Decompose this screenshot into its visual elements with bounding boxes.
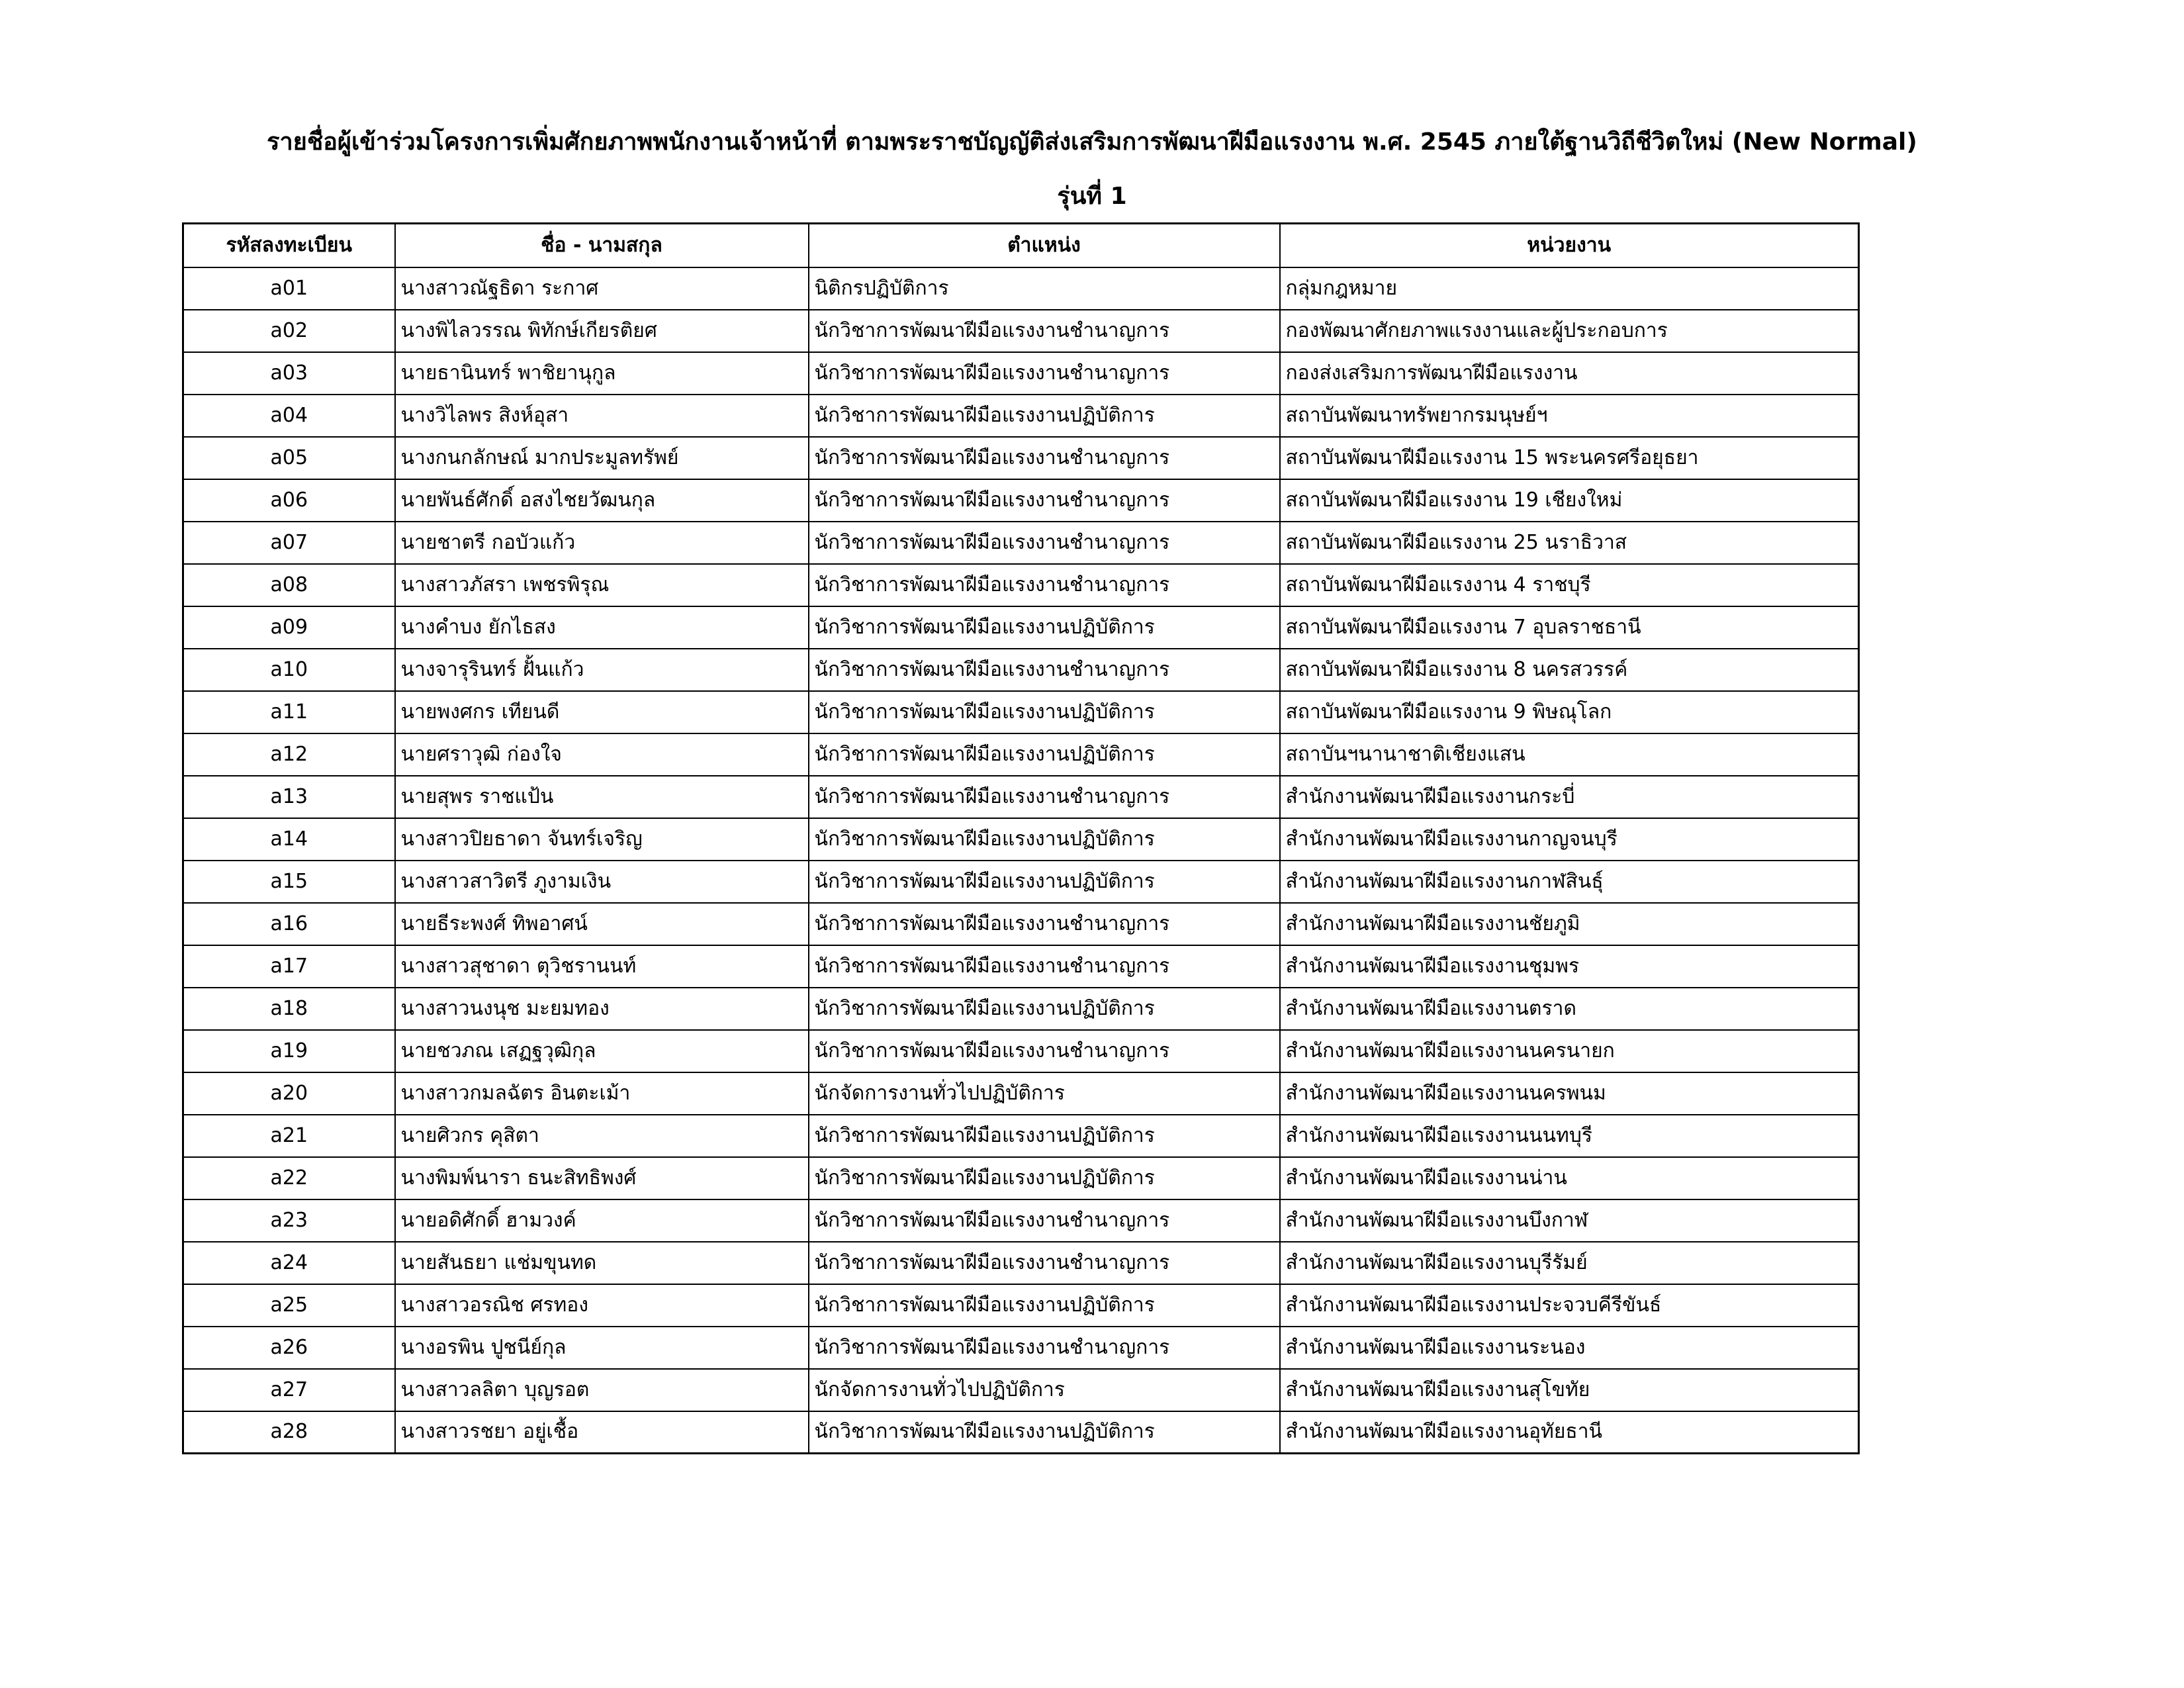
header-agency: หน่วยงาน [1280,224,1859,267]
cell-agency: สำนักงานพัฒนาฝีมือแรงงานกระบี่ [1280,776,1859,818]
cell-full-name: นายสันธยา แช่มขุนทด [395,1242,809,1284]
header-registration-code: รหัสลงทะเบียน [183,224,395,267]
cell-full-name: นางสาวณัฐธิดา ระกาศ [395,267,809,310]
cell-position: นักจัดการงานทั่วไปปฏิบัติการ [809,1369,1280,1411]
cell-agency: สถาบันพัฒนาฝีมือแรงงาน 4 ราชบุรี [1280,564,1859,606]
cell-position: นักวิชาการพัฒนาฝีมือแรงงานปฏิบัติการ [809,818,1280,861]
cell-position: นักวิชาการพัฒนาฝีมือแรงงานชำนาญการ [809,649,1280,691]
cell-registration-code: a09 [183,606,395,649]
table-row [183,352,1859,395]
cell-registration-code: a27 [183,1369,395,1411]
cell-position: นักวิชาการพัฒนาฝีมือแรงงานปฏิบัติการ [809,395,1280,437]
table-row [183,1242,1859,1284]
cell-position: นักจัดการงานทั่วไปปฏิบัติการ [809,1072,1280,1115]
cell-registration-code: a12 [183,733,395,776]
cell-position: นักวิชาการพัฒนาฝีมือแรงงานชำนาญการ [809,522,1280,564]
cell-agency: สำนักงานพัฒนาฝีมือแรงงานนครนายก [1280,1030,1859,1072]
cell-full-name: นายชวภณ เสฏฐวุฒิกุล [395,1030,809,1072]
cell-position: นักวิชาการพัฒนาฝีมือแรงงานปฏิบัติการ [809,1411,1280,1454]
table-row [183,1115,1859,1157]
cell-agency: กองส่งเสริมการพัฒนาฝีมือแรงงาน [1280,352,1859,395]
cell-full-name: นางคำบง ยักไธสง [395,606,809,649]
cell-position: นักวิชาการพัฒนาฝีมือแรงงานชำนาญการ [809,945,1280,988]
cell-agency: สำนักงานพัฒนาฝีมือแรงงานกาฬสินธุ์ [1280,861,1859,903]
cell-position: นักวิชาการพัฒนาฝีมือแรงงานชำนาญการ [809,479,1280,522]
table-row [183,267,1859,310]
cell-agency: สถาบันพัฒนาทรัพยากรมนุษย์ฯ [1280,395,1859,437]
table-row [183,479,1859,522]
cell-agency: สำนักงานพัฒนาฝีมือแรงงานกาญจนบุรี [1280,818,1859,861]
cell-full-name: นายพงศกร เทียนดี [395,691,809,733]
cell-agency: สถาบันพัฒนาฝีมือแรงงาน 15 พระนครศรีอยุธยา [1280,437,1859,479]
table-row [183,733,1859,776]
cell-full-name: นายธีระพงศ์ ทิพอาศน์ [395,903,809,945]
cell-position: นักวิชาการพัฒนาฝีมือแรงงานชำนาญการ [809,352,1280,395]
table-row [183,310,1859,352]
cell-agency: สถาบันพัฒนาฝีมือแรงงาน 25 นราธิวาส [1280,522,1859,564]
cell-full-name: นายชาตรี กอบัวแก้ว [395,522,809,564]
cell-registration-code: a02 [183,310,395,352]
cell-agency: สำนักงานพัฒนาฝีมือแรงงานชุมพร [1280,945,1859,988]
table-header [183,224,1859,267]
table-row [183,818,1859,861]
document-title: รายชื่อผู้เข้าร่วมโครงการเพิ่มศักยภาพพนักงานเจ้าหน้าที่ ตามพระราชบัญญัติส่งเสริมการพัฒนาฝีมือแรงงาน พ.ศ. 2545 ภายใต้ฐานวิถีชีวิตใหม่ (New Normal) [267,128,1917,156]
cell-position: นักวิชาการพัฒนาฝีมือแรงงานชำนาญการ [809,1199,1280,1242]
table-row [183,1199,1859,1242]
table-row [183,988,1859,1030]
cell-registration-code: a15 [183,861,395,903]
cell-full-name: นายศราวุฒิ ก่องใจ [395,733,809,776]
cell-registration-code: a08 [183,564,395,606]
cell-full-name: นางกนกลักษณ์ มากประมูลทรัพย์ [395,437,809,479]
cell-agency: กลุ่มกฎหมาย [1280,267,1859,310]
table-row [183,564,1859,606]
cell-position: นักวิชาการพัฒนาฝีมือแรงงานชำนาญการ [809,903,1280,945]
table-row [183,903,1859,945]
table-row [183,522,1859,564]
cell-agency: สำนักงานพัฒนาฝีมือแรงงานนครพนม [1280,1072,1859,1115]
cell-full-name: นางสาวสาวิตรี ภูงามเงิน [395,861,809,903]
cell-registration-code: a23 [183,1199,395,1242]
cell-registration-code: a01 [183,267,395,310]
cell-position: นักวิชาการพัฒนาฝีมือแรงงานปฏิบัติการ [809,1157,1280,1199]
cell-agency: กองพัฒนาศักยภาพแรงงานและผู้ประกอบการ [1280,310,1859,352]
cell-full-name: นางวิไลพร สิงห์อุสา [395,395,809,437]
cell-registration-code: a25 [183,1284,395,1327]
cell-position: นิติกรปฏิบัติการ [809,267,1280,310]
cell-full-name: นางสาวลลิตา บุญรอต [395,1369,809,1411]
cell-registration-code: a22 [183,1157,395,1199]
table-row [183,1030,1859,1072]
cell-full-name: นางพิมพ์นารา ธนะสิทธิพงศ์ [395,1157,809,1199]
cell-agency: สถาบันพัฒนาฝีมือแรงงาน 8 นครสวรรค์ [1280,649,1859,691]
cell-registration-code: a17 [183,945,395,988]
cell-full-name: นายศิวกร คุสิตา [395,1115,809,1157]
cell-registration-code: a11 [183,691,395,733]
table-row [183,395,1859,437]
cell-registration-code: a14 [183,818,395,861]
cell-registration-code: a05 [183,437,395,479]
header-position: ตำแหน่ง [809,224,1280,267]
cell-position: นักวิชาการพัฒนาฝีมือแรงงานชำนาญการ [809,437,1280,479]
cell-full-name: นางสาวปิยธาดา จันทร์เจริญ [395,818,809,861]
table-row [183,606,1859,649]
cell-position: นักวิชาการพัฒนาฝีมือแรงงานปฏิบัติการ [809,691,1280,733]
table-row [183,1072,1859,1115]
participant-table [182,222,1860,1454]
cell-position: นักวิชาการพัฒนาฝีมือแรงงานปฏิบัติการ [809,606,1280,649]
cell-full-name: นางสาวกมลฉัตร อินตะเม้า [395,1072,809,1115]
table-row [183,1411,1859,1454]
cell-agency: สำนักงานพัฒนาฝีมือแรงงานระนอง [1280,1327,1859,1369]
cell-registration-code: a16 [183,903,395,945]
cell-registration-code: a04 [183,395,395,437]
cell-agency: สถาบันฯนานาชาติเชียงแสน [1280,733,1859,776]
cell-full-name: นางสาวอรณิช ศรทอง [395,1284,809,1327]
cell-agency: สำนักงานพัฒนาฝีมือแรงงานบุรีรัมย์ [1280,1242,1859,1284]
cell-registration-code: a24 [183,1242,395,1284]
table-body [183,267,1859,1454]
table-row [183,861,1859,903]
table-row [183,1284,1859,1327]
cell-agency: สำนักงานพัฒนาฝีมือแรงงานนนทบุรี [1280,1115,1859,1157]
cell-position: นักวิชาการพัฒนาฝีมือแรงงานปฏิบัติการ [809,861,1280,903]
cell-agency: สำนักงานพัฒนาฝีมือแรงงานบึงกาฬ [1280,1199,1859,1242]
cell-full-name: นางอรพิน ปูชนีย์กุล [395,1327,809,1369]
cell-registration-code: a06 [183,479,395,522]
document-subtitle: รุ่นที่ 1 [1057,183,1127,210]
cell-agency: สำนักงานพัฒนาฝีมือแรงงานตราด [1280,988,1859,1030]
cell-full-name: นายพันธ์ศักดิ์ อสงไชยวัฒนกุล [395,479,809,522]
cell-full-name: นางสาวนงนุช มะยมทอง [395,988,809,1030]
cell-registration-code: a19 [183,1030,395,1072]
cell-position: นักวิชาการพัฒนาฝีมือแรงงานชำนาญการ [809,1030,1280,1072]
table-row [183,776,1859,818]
cell-agency: สถาบันพัฒนาฝีมือแรงงาน 19 เชียงใหม่ [1280,479,1859,522]
cell-agency: สำนักงานพัฒนาฝีมือแรงงานอุทัยธานี [1280,1411,1859,1454]
cell-position: นักวิชาการพัฒนาฝีมือแรงงานปฏิบัติการ [809,1284,1280,1327]
cell-registration-code: a21 [183,1115,395,1157]
header-row [183,224,1859,267]
cell-full-name: นางพิไลวรรณ พิทักษ์เกียรติยศ [395,310,809,352]
table-row [183,1369,1859,1411]
cell-registration-code: a18 [183,988,395,1030]
table-row [183,945,1859,988]
cell-position: นักวิชาการพัฒนาฝีมือแรงงานปฏิบัติการ [809,1115,1280,1157]
cell-registration-code: a03 [183,352,395,395]
cell-full-name: นายธานินทร์ พาชิยานุกูล [395,352,809,395]
cell-position: นักวิชาการพัฒนาฝีมือแรงงานชำนาญการ [809,776,1280,818]
cell-registration-code: a26 [183,1327,395,1369]
cell-agency: สถาบันพัฒนาฝีมือแรงงาน 9 พิษณุโลก [1280,691,1859,733]
cell-position: นักวิชาการพัฒนาฝีมือแรงงานชำนาญการ [809,310,1280,352]
cell-agency: สำนักงานพัฒนาฝีมือแรงงานชัยภูมิ [1280,903,1859,945]
cell-agency: สำนักงานพัฒนาฝีมือแรงงานประจวบคีรีขันธ์ [1280,1284,1859,1327]
cell-registration-code: a10 [183,649,395,691]
cell-registration-code: a28 [183,1411,395,1454]
cell-position: นักวิชาการพัฒนาฝีมือแรงงานชำนาญการ [809,1242,1280,1284]
cell-position: นักวิชาการพัฒนาฝีมือแรงงานปฏิบัติการ [809,733,1280,776]
cell-registration-code: a20 [183,1072,395,1115]
cell-position: นักวิชาการพัฒนาฝีมือแรงงานปฏิบัติการ [809,988,1280,1030]
table-row [183,691,1859,733]
cell-position: นักวิชาการพัฒนาฝีมือแรงงานชำนาญการ [809,564,1280,606]
cell-position: นักวิชาการพัฒนาฝีมือแรงงานชำนาญการ [809,1327,1280,1369]
table-row [183,1327,1859,1369]
cell-agency: สำนักงานพัฒนาฝีมือแรงงานสุโขทัย [1280,1369,1859,1411]
header-full-name: ชื่อ - นามสกุล [395,224,809,267]
cell-full-name: นายสุพร ราชแป้น [395,776,809,818]
cell-full-name: นางสาวภัสรา เพชรพิรุณ [395,564,809,606]
cell-agency: สถาบันพัฒนาฝีมือแรงงาน 7 อุบลราชธานี [1280,606,1859,649]
table-row [183,649,1859,691]
cell-full-name: นางจารุรินทร์ ฝั้นแก้ว [395,649,809,691]
cell-full-name: นางสาวรชยา อยู่เชื้อ [395,1411,809,1454]
cell-agency: สำนักงานพัฒนาฝีมือแรงงานน่าน [1280,1157,1859,1199]
table-row [183,437,1859,479]
table-row [183,1157,1859,1199]
cell-full-name: นายอดิศักดิ์ ฮามวงค์ [395,1199,809,1242]
cell-full-name: นางสาวสุชาดา ตุวิชรานนท์ [395,945,809,988]
cell-registration-code: a13 [183,776,395,818]
cell-registration-code: a07 [183,522,395,564]
